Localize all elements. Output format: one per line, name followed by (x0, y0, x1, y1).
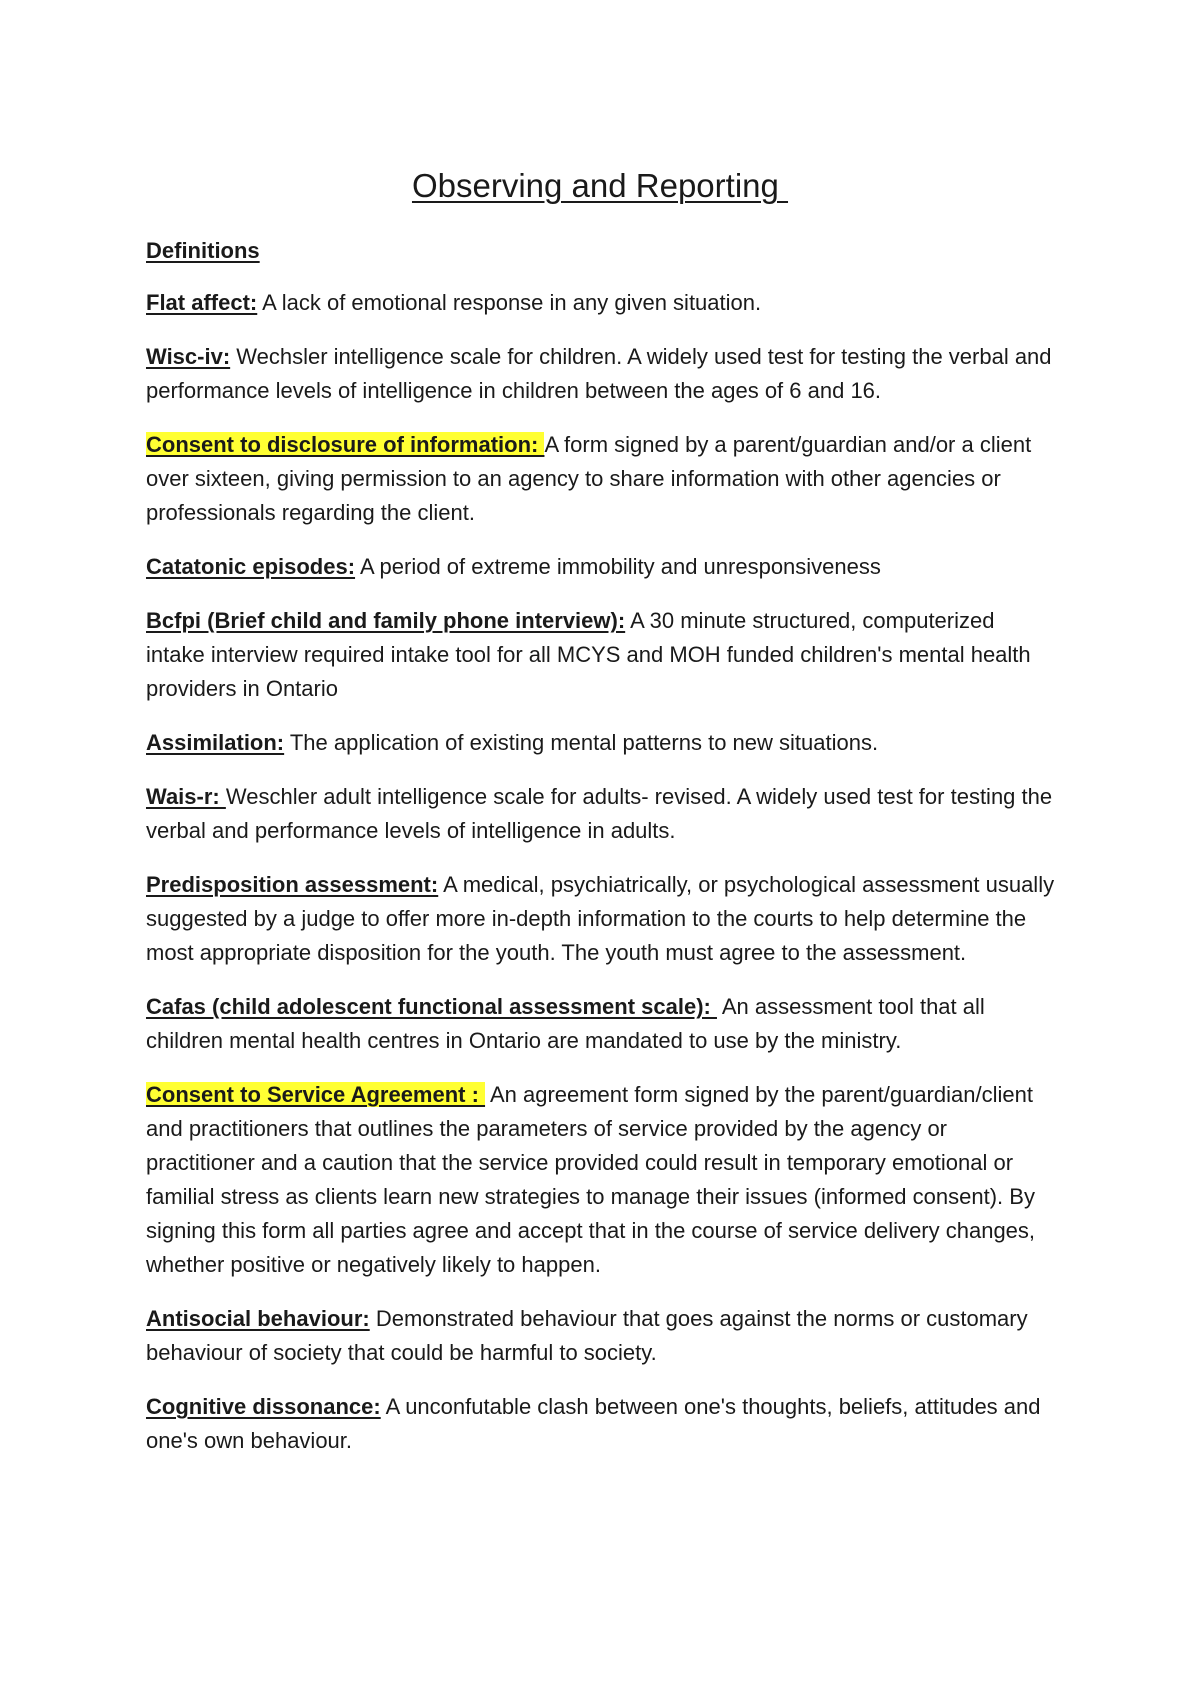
term-label: Antisocial behaviour: (146, 1306, 370, 1331)
highlighted-term-label: Consent to Service Agreement : (146, 1082, 486, 1107)
definition-text: A unconfutable clash between one's thoughts, beliefs, attitudes and one's own behaviour. (146, 1394, 1041, 1453)
page-title: Observing and Reporting (411, 167, 789, 204)
term-label: Catatonic episodes: (146, 554, 356, 579)
definition-predisposition-assessment (146, 868, 1056, 970)
definition-text: A lack of emotional response in any given situation. (257, 290, 762, 315)
definition-text: Demonstrated behaviour that goes against the norms or customary behaviour of society that could be harmful to society. (146, 1306, 1028, 1365)
definition-consent-service-agreement (146, 1078, 1056, 1282)
definition-consent-disclosure (146, 428, 1056, 530)
definition-text: An assessment tool that all children mental health centres in Ontario are mandated to use by the ministry. (146, 994, 985, 1053)
term-label: Wisc-iv: (146, 344, 231, 369)
definition-text: An agreement form signed by the parent/guardian/client and practitioners that outlines the parameters of service provided by the agency or practitioner and a caution that the service provided could result in temporary emotional or familial stress as clients learn new strategies to manage their issues (informed consent). By signing this form all parties agree and accept that in the course of service delivery changes, whether positive or negatively likely to happen. (146, 1082, 1036, 1277)
term-label: Cafas (child adolescent functional assessment scale): (146, 994, 717, 1019)
definition-wais-r (146, 780, 1056, 848)
definition-antisocial-behaviour (146, 1302, 1056, 1370)
term-label: Bcfpi (Brief child and family phone interview): (146, 608, 626, 633)
definition-bcfpi (146, 604, 1056, 706)
document-body (146, 234, 1056, 1478)
definition-flat-affect (146, 286, 1056, 320)
definition-text: A period of extreme immobility and unresponsiveness (355, 554, 881, 579)
definition-text: A medical, psychiatrically, or psychological assessment usually suggested by a judge to offer more in-depth information to the courts to help determine the most appropriate disposition for the youth. The youth must agree to the assessment. (146, 872, 1055, 965)
term-label: Wais-r: (146, 784, 226, 809)
term-label: Assimilation: (146, 730, 285, 755)
definition-text: A form signed by a parent/guardian and/or a client over sixteen, giving permission to an agency to share information with other agencies or professionals regarding the client. (146, 432, 1032, 525)
definition-text: Wechsler intelligence scale for children. A widely used test for testing the verbal and performance levels of intelligence in children between the ages of 6 and 16. (146, 344, 1052, 403)
definition-catatonic-episodes (146, 550, 1056, 584)
definition-cognitive-dissonance (146, 1390, 1056, 1458)
definition-wisc-iv (146, 340, 1056, 408)
definition-text: A 30 minute structured, computerized intake interview required intake tool for all MCYS and MOH funded children's mental health providers in Ontario (146, 608, 1031, 701)
definition-text: The application of existing mental patterns to new situations. (284, 730, 879, 755)
section-heading: Definitions (146, 238, 260, 263)
highlighted-term-label: Consent to disclosure of information: (146, 432, 545, 457)
definition-text: Weschler adult intelligence scale for adults- revised. A widely used test for testing the verbal and performance levels of intelligence in adults. (146, 784, 1053, 843)
term-label: Flat affect: (146, 290, 258, 315)
definition-cafas (146, 990, 1056, 1058)
term-label: Predisposition assessment: (146, 872, 439, 897)
term-label: Cognitive dissonance: (146, 1394, 381, 1419)
definition-assimilation (146, 726, 1056, 760)
